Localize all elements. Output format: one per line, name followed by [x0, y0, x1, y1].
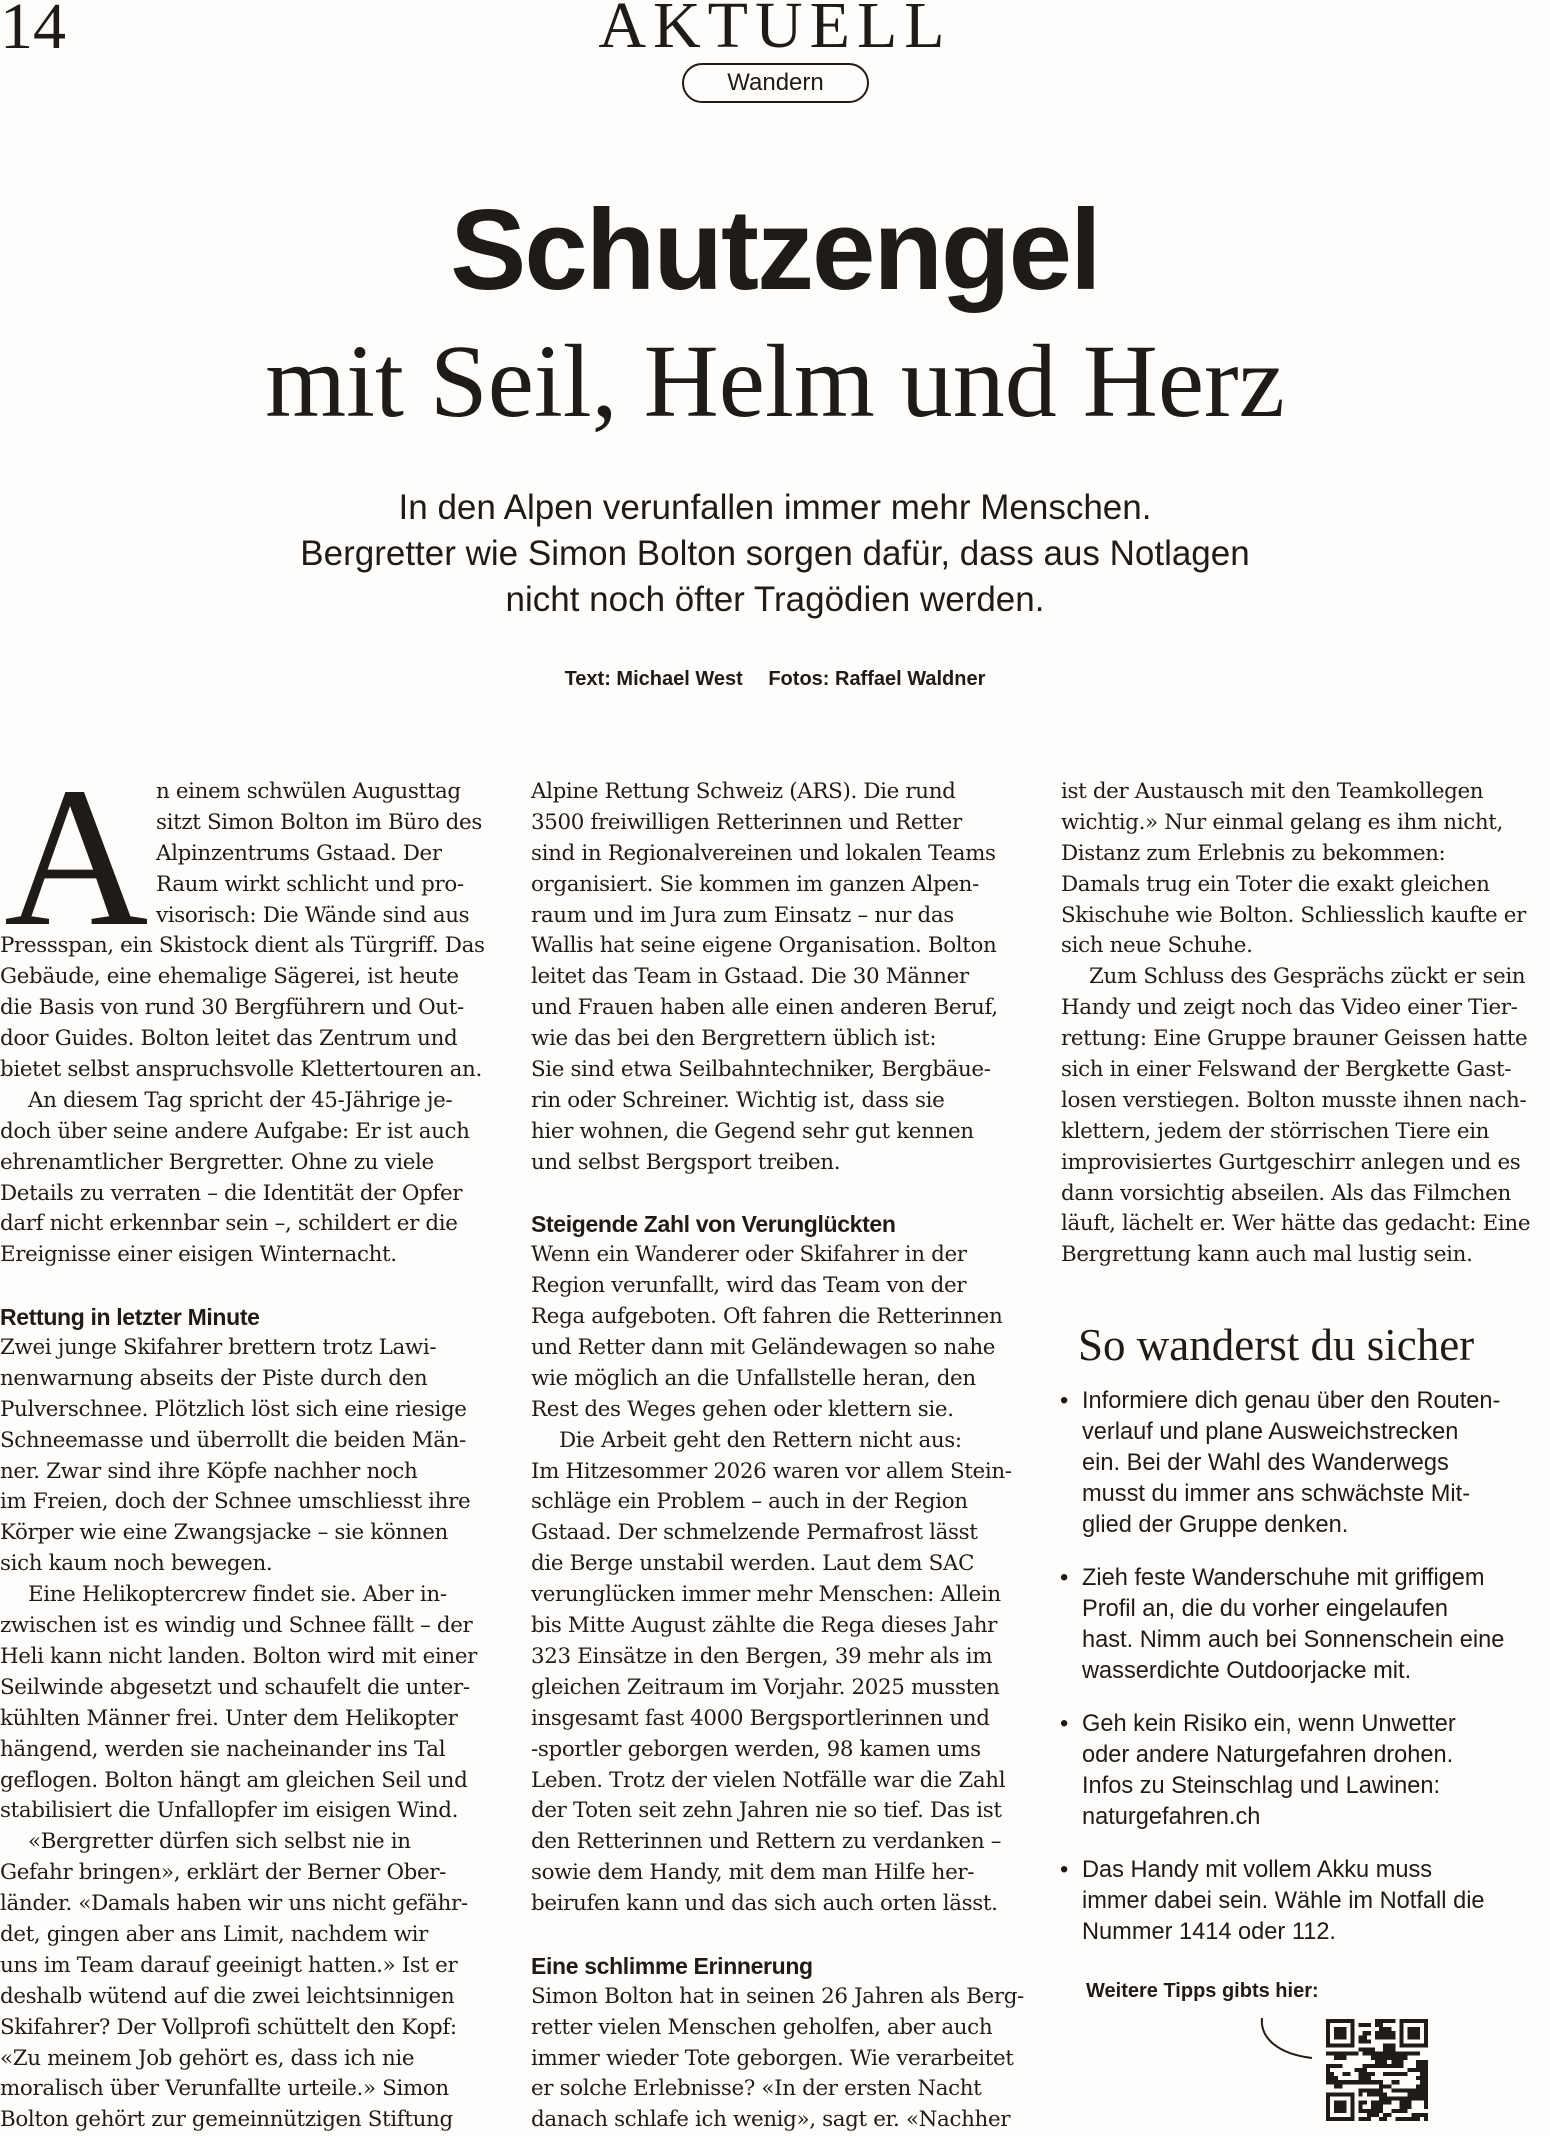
subheadline: mit Seil, Helm und Herz — [265, 324, 1285, 439]
author-credit: Text: Michael West — [564, 668, 743, 690]
tip-item — [1042, 1563, 1542, 1687]
text-line: ner. Zwar sind ihre Köpfe nachher noch — [0, 1458, 418, 1484]
text-line: Zwei junge Skifahrer brettern trotz Lawi- — [0, 1335, 437, 1361]
text-line: nenwarnung abseits der Piste durch den — [0, 1365, 428, 1391]
text-line: kühlten Männer frei. Unter dem Helikopter — [0, 1705, 458, 1731]
tip-line: glied der Gruppe denken. — [1082, 1512, 1349, 1538]
text-line: losen verstiegen. Bolton musste ihnen nach- — [1061, 1087, 1527, 1113]
text-line: Leben. Trotz der vielen Notfälle war die Zahl — [531, 1767, 1006, 1793]
headline: Schutzengel — [450, 187, 1100, 314]
qr-code-icon[interactable] — [1326, 2019, 1428, 2121]
text-line: Wenn ein Wanderer oder Skifahrer in der — [531, 1242, 967, 1268]
text-line: Gebäude, eine ehemalige Sägerei, ist heute — [0, 964, 459, 990]
text-line: Skischuhe wie Bolton. Schliesslich kaufte er — [1061, 902, 1526, 928]
article-column-3 — [1061, 777, 1550, 1271]
section-heading: Rettung in letzter Minute — [0, 1304, 260, 1331]
tip-line: immer dabei sein. Wähle im Notfall die — [1082, 1888, 1485, 1914]
lead-line: nicht noch öfter Tragödien werden. — [505, 580, 1045, 619]
safety-tips-list — [1042, 1386, 1542, 1970]
text-line: Details zu verraten – die Identität der Opfer — [0, 1180, 463, 1206]
text-line: rin oder Schreiner. Wichtig ist, dass sie — [531, 1087, 945, 1113]
text-line: im Freien, doch der Schnee umschliesst ihre — [0, 1489, 471, 1515]
text-line: gleichen Zeitraum im Vorjahr. 2025 mussten — [531, 1674, 1000, 1700]
text-line: Ereignisse einer eisigen Winternacht. — [0, 1242, 397, 1268]
text-line: schläge ein Problem – auch in der Region — [531, 1489, 968, 1515]
text-line: leitet das Team in Gstaad. Die 30 Männer — [531, 964, 969, 990]
text-line: Sie sind etwa Seilbahntechniker, Bergbäue- — [531, 1057, 991, 1083]
text-line: danach schlafe ich wenig», sagt er. «Nachher — [531, 2107, 1011, 2133]
text-line: Gefahr bringen», erklärt der Berner Ober- — [0, 1860, 447, 1886]
text-line: Wallis hat seine eigene Organisation. Bolton — [531, 933, 997, 959]
text-line: uns im Team darauf geeinigt hatten.» Ist er — [0, 1952, 458, 1978]
text-line: Pressspan, ein Skistock dient als Türgriff. Das — [0, 933, 485, 959]
section-heading: Steigende Zahl von Verunglückten — [531, 1211, 896, 1238]
bullet-icon: • — [1060, 1857, 1069, 1883]
text-line: Rest des Weges gehen oder klettern sie. — [531, 1396, 954, 1422]
article-column-2 — [531, 777, 1031, 2136]
tip-line: ein. Bei der Wahl des Wanderwegs — [1082, 1450, 1449, 1476]
lead-line: Bergretter wie Simon Bolton sorgen dafür, dass aus Notlagen — [300, 534, 1250, 573]
tip-line: naturgefahren.ch — [1082, 1804, 1261, 1830]
text-line: Die Arbeit geht den Rettern nicht aus: — [559, 1427, 962, 1453]
text-line: und Retter dann mit Geländewagen so nahe — [531, 1335, 996, 1361]
text-line: bietet selbst anspruchsvolle Klettertouren an. — [0, 1057, 482, 1083]
text-line: Distanz zum Erlebnis zu bekommen: — [1061, 840, 1446, 866]
text-line: insgesamt fast 4000 Bergsportlerinnen und — [531, 1705, 990, 1731]
text-line: Alpinzentrums Gstaad. Der — [156, 840, 442, 866]
section-title: AKTUELL — [598, 0, 952, 62]
text-line: darf nicht erkennbar sein –, schildert er die — [0, 1211, 458, 1237]
text-line: immer wieder Tote geborgen. Wie verarbeitet — [531, 2045, 1014, 2071]
text-line: Eine Helikoptercrew findet sie. Aber in- — [28, 1582, 447, 1608]
tip-item — [1042, 1386, 1542, 1541]
tip-line: Nummer 1414 oder 112. — [1082, 1919, 1336, 1945]
text-line: 3500 freiwilligen Retterinnen und Retter — [531, 809, 962, 835]
text-line: moralisch über Verunfallte urteile.» Simon — [0, 2076, 449, 2102]
tip-line: Das Handy mit vollem Akku muss — [1082, 1857, 1433, 1883]
text-line: 323 Einsätze in den Bergen, 39 mehr als im — [531, 1643, 993, 1669]
text-line: sich neue Schuhe. — [1061, 933, 1253, 959]
text-line: Raum wirkt schlicht und pro- — [156, 871, 464, 897]
tip-line: oder andere Naturgefahren drohen. — [1082, 1742, 1454, 1768]
bullet-icon: • — [1060, 1565, 1069, 1591]
text-line: doch über seine andere Aufgabe: Er ist auch — [0, 1118, 470, 1144]
paragraph-gap — [531, 1920, 1031, 1951]
text-line: Zum Schluss des Gesprächs zückt er sein — [1089, 964, 1526, 990]
text-line: wichtig.» Nur einmal gelang es ihm nicht, — [1061, 809, 1503, 835]
text-line: länder. «Damals haben wir uns nicht gefähr- — [0, 1891, 468, 1917]
tip-line: hast. Nimm auch bei Sonnenschein eine — [1082, 1627, 1505, 1653]
tip-line: Zieh feste Wanderschuhe mit griffigem — [1082, 1565, 1485, 1591]
text-line: ehrenamtlicher Bergretter. Ohne zu viele — [0, 1149, 434, 1175]
paragraph-gap — [0, 1271, 500, 1302]
text-line: sich in einer Felswand der Bergkette Gast- — [1061, 1057, 1512, 1083]
curved-arrow-icon — [1258, 2016, 1318, 2062]
text-line: Skifahrer? Der Vollprofi schüttelt den Kopf: — [0, 2014, 457, 2040]
text-line: Bergrettung kann auch mal lustig sein. — [1061, 1242, 1473, 1268]
text-line: die Berge unstabil werden. Laut dem SAC — [531, 1551, 975, 1577]
lead-paragraph — [200, 485, 1350, 623]
tip-item — [1042, 1855, 1542, 1948]
infobox-title: So wanderst du sicher — [1078, 1320, 1475, 1370]
topic-kicker: Wandern — [682, 63, 869, 103]
text-line: sitzt Simon Bolton im Büro des — [156, 809, 482, 835]
text-line: klettern, jedem der störrischen Tiere ein — [1061, 1118, 1490, 1144]
text-line: die Basis von rund 30 Bergführern und Out- — [0, 995, 464, 1021]
text-line: organisiert. Sie kommen im ganzen Alpen- — [531, 871, 979, 897]
text-line: den Retterinnen und Rettern zu verdanken – — [531, 1829, 1002, 1855]
tip-line: wasserdichte Outdoorjacke mit. — [1082, 1658, 1412, 1684]
text-line: Damals trug ein Toter die exakt gleichen — [1061, 871, 1490, 897]
text-line: wie möglich an die Unfallstelle heran, den — [531, 1365, 976, 1391]
text-line: Heli kann nicht landen. Bolton wird mit einer — [0, 1643, 478, 1669]
text-line: Körper wie eine Zwangsjacke – sie können — [0, 1520, 448, 1546]
more-tips-label: Weitere Tipps gibts hier: — [1086, 1980, 1319, 2002]
text-line: Pulverschnee. Plötzlich löst sich eine riesige — [0, 1396, 467, 1422]
text-line: bis Mitte August zählte die Rega dieses Jahr — [531, 1613, 998, 1639]
photo-credit: Fotos: Raffael Waldner — [768, 668, 986, 690]
text-line: geflogen. Bolton hängt am gleichen Seil und — [0, 1767, 468, 1793]
tip-line: Infos zu Steinschlag und Lawinen: — [1082, 1773, 1441, 1799]
text-line: raum und im Jura zum Einsatz – nur das — [531, 902, 954, 928]
text-line: sowie dem Handy, mit dem man Hilfe her- — [531, 1860, 975, 1886]
text-line: Gstaad. Der schmelzende Permafrost lässt — [531, 1520, 978, 1546]
byline — [0, 666, 1550, 692]
text-line: beirufen kann und das sich auch orten lässt. — [531, 1891, 998, 1917]
tip-line: Informiere dich genau über den Routen- — [1082, 1388, 1501, 1414]
text-line: Handy und zeigt noch das Video einer Tier- — [1061, 995, 1518, 1021]
tip-line: Profil an, die du vorher eingelaufen — [1082, 1596, 1448, 1622]
text-line: Rega aufgeboten. Oft fahren die Retterinnen — [531, 1304, 1003, 1330]
tip-line: Geh kein Risiko ein, wenn Unwetter — [1082, 1711, 1456, 1737]
text-line: und Frauen haben alle einen anderen Beruf, — [531, 995, 998, 1021]
text-line: hier wohnen, die Gegend sehr gut kennen — [531, 1118, 974, 1144]
tip-line: musst du immer ans schwächste Mit- — [1082, 1481, 1471, 1507]
section-heading: Eine schlimme Erinnerung — [531, 1952, 813, 1979]
text-line: Region verunfallt, wird das Team von der — [531, 1273, 967, 1299]
text-line: stabilisiert die Unfallopfer im eisigen Wind. — [0, 1798, 459, 1824]
text-line: -sportler geborgen werden, 98 kamen ums — [531, 1736, 981, 1762]
text-line: zwischen ist es windig und Schnee fällt – der — [0, 1613, 473, 1639]
text-line: n einem schwülen Augusttag — [156, 779, 461, 804]
text-line: Seilwinde abgesetzt und schaufelt die unter- — [0, 1674, 470, 1700]
text-line: door Guides. Bolton leitet das Zentrum und — [0, 1026, 458, 1052]
text-line: «Zu meinem Job gehört es, dass ich nie — [0, 2045, 415, 2071]
text-line: der Toten seit zehn Jahren nie so tief. Das ist — [531, 1798, 1002, 1824]
text-line: läuft, lächelt er. Wer hätte das gedacht: Eine — [1061, 1211, 1531, 1237]
text-line: improvisiertes Gurtgeschirr anlegen und es — [1061, 1149, 1521, 1175]
text-line: det, gingen aber ans Limit, nachdem wir — [0, 1921, 429, 1947]
text-line: ist der Austausch mit den Teamkollegen — [1061, 779, 1484, 804]
text-line: Im Hitzesommer 2026 waren vor allem Stein- — [531, 1458, 1012, 1484]
text-line: dann vorsichtig abseilen. Als das Filmchen — [1061, 1180, 1511, 1206]
article-column-1 — [0, 747, 500, 2136]
text-line: deshalb wütend auf die zwei leichtsinnigen — [0, 1983, 455, 2009]
tip-line: verlauf und plane Ausweichstrecken — [1082, 1419, 1459, 1445]
text-line: rettung: Eine Gruppe brauner Geissen hatte — [1061, 1026, 1528, 1052]
text-line: verunglücken immer mehr Menschen: Allein — [531, 1582, 1001, 1608]
text-line: visorisch: Die Wände sind aus — [156, 902, 470, 928]
text-line: Schneemasse und überrollt die beiden Män- — [0, 1427, 466, 1453]
drop-cap: A — [4, 747, 149, 968]
text-line: Alpine Rettung Schweiz (ARS). Die rund — [531, 779, 956, 804]
bullet-icon: • — [1060, 1711, 1069, 1737]
text-line: sind in Regionalvereinen und lokalen Teams — [531, 840, 996, 866]
lead-line: In den Alpen verunfallen immer mehr Menschen. — [398, 488, 1152, 527]
paragraph-gap — [531, 1179, 1031, 1210]
text-line: retter vielen Menschen geholfen, aber auch — [531, 2014, 993, 2040]
text-line: er solche Erlebnisse? «In der ersten Nacht — [531, 2076, 982, 2102]
text-line: Bolton gehört zur gemeinnützigen Stiftung — [0, 2107, 453, 2133]
text-line: Simon Bolton hat in seinen 26 Jahren als Berg- — [531, 1983, 1024, 2009]
page-number: 14 — [0, 0, 66, 63]
text-line: hängend, werden sie nacheinander ins Tal — [0, 1736, 446, 1762]
text-line: wie das bei den Bergrettern üblich ist: — [531, 1026, 937, 1052]
text-line: «Bergretter dürfen sich selbst nie in — [28, 1829, 411, 1855]
bullet-icon: • — [1060, 1388, 1069, 1414]
text-line: sich kaum noch bewegen. — [0, 1551, 273, 1577]
text-line: An diesem Tag spricht der 45-Jährige je- — [28, 1087, 453, 1113]
tip-item — [1042, 1709, 1542, 1833]
text-line: und selbst Bergsport treiben. — [531, 1149, 841, 1175]
